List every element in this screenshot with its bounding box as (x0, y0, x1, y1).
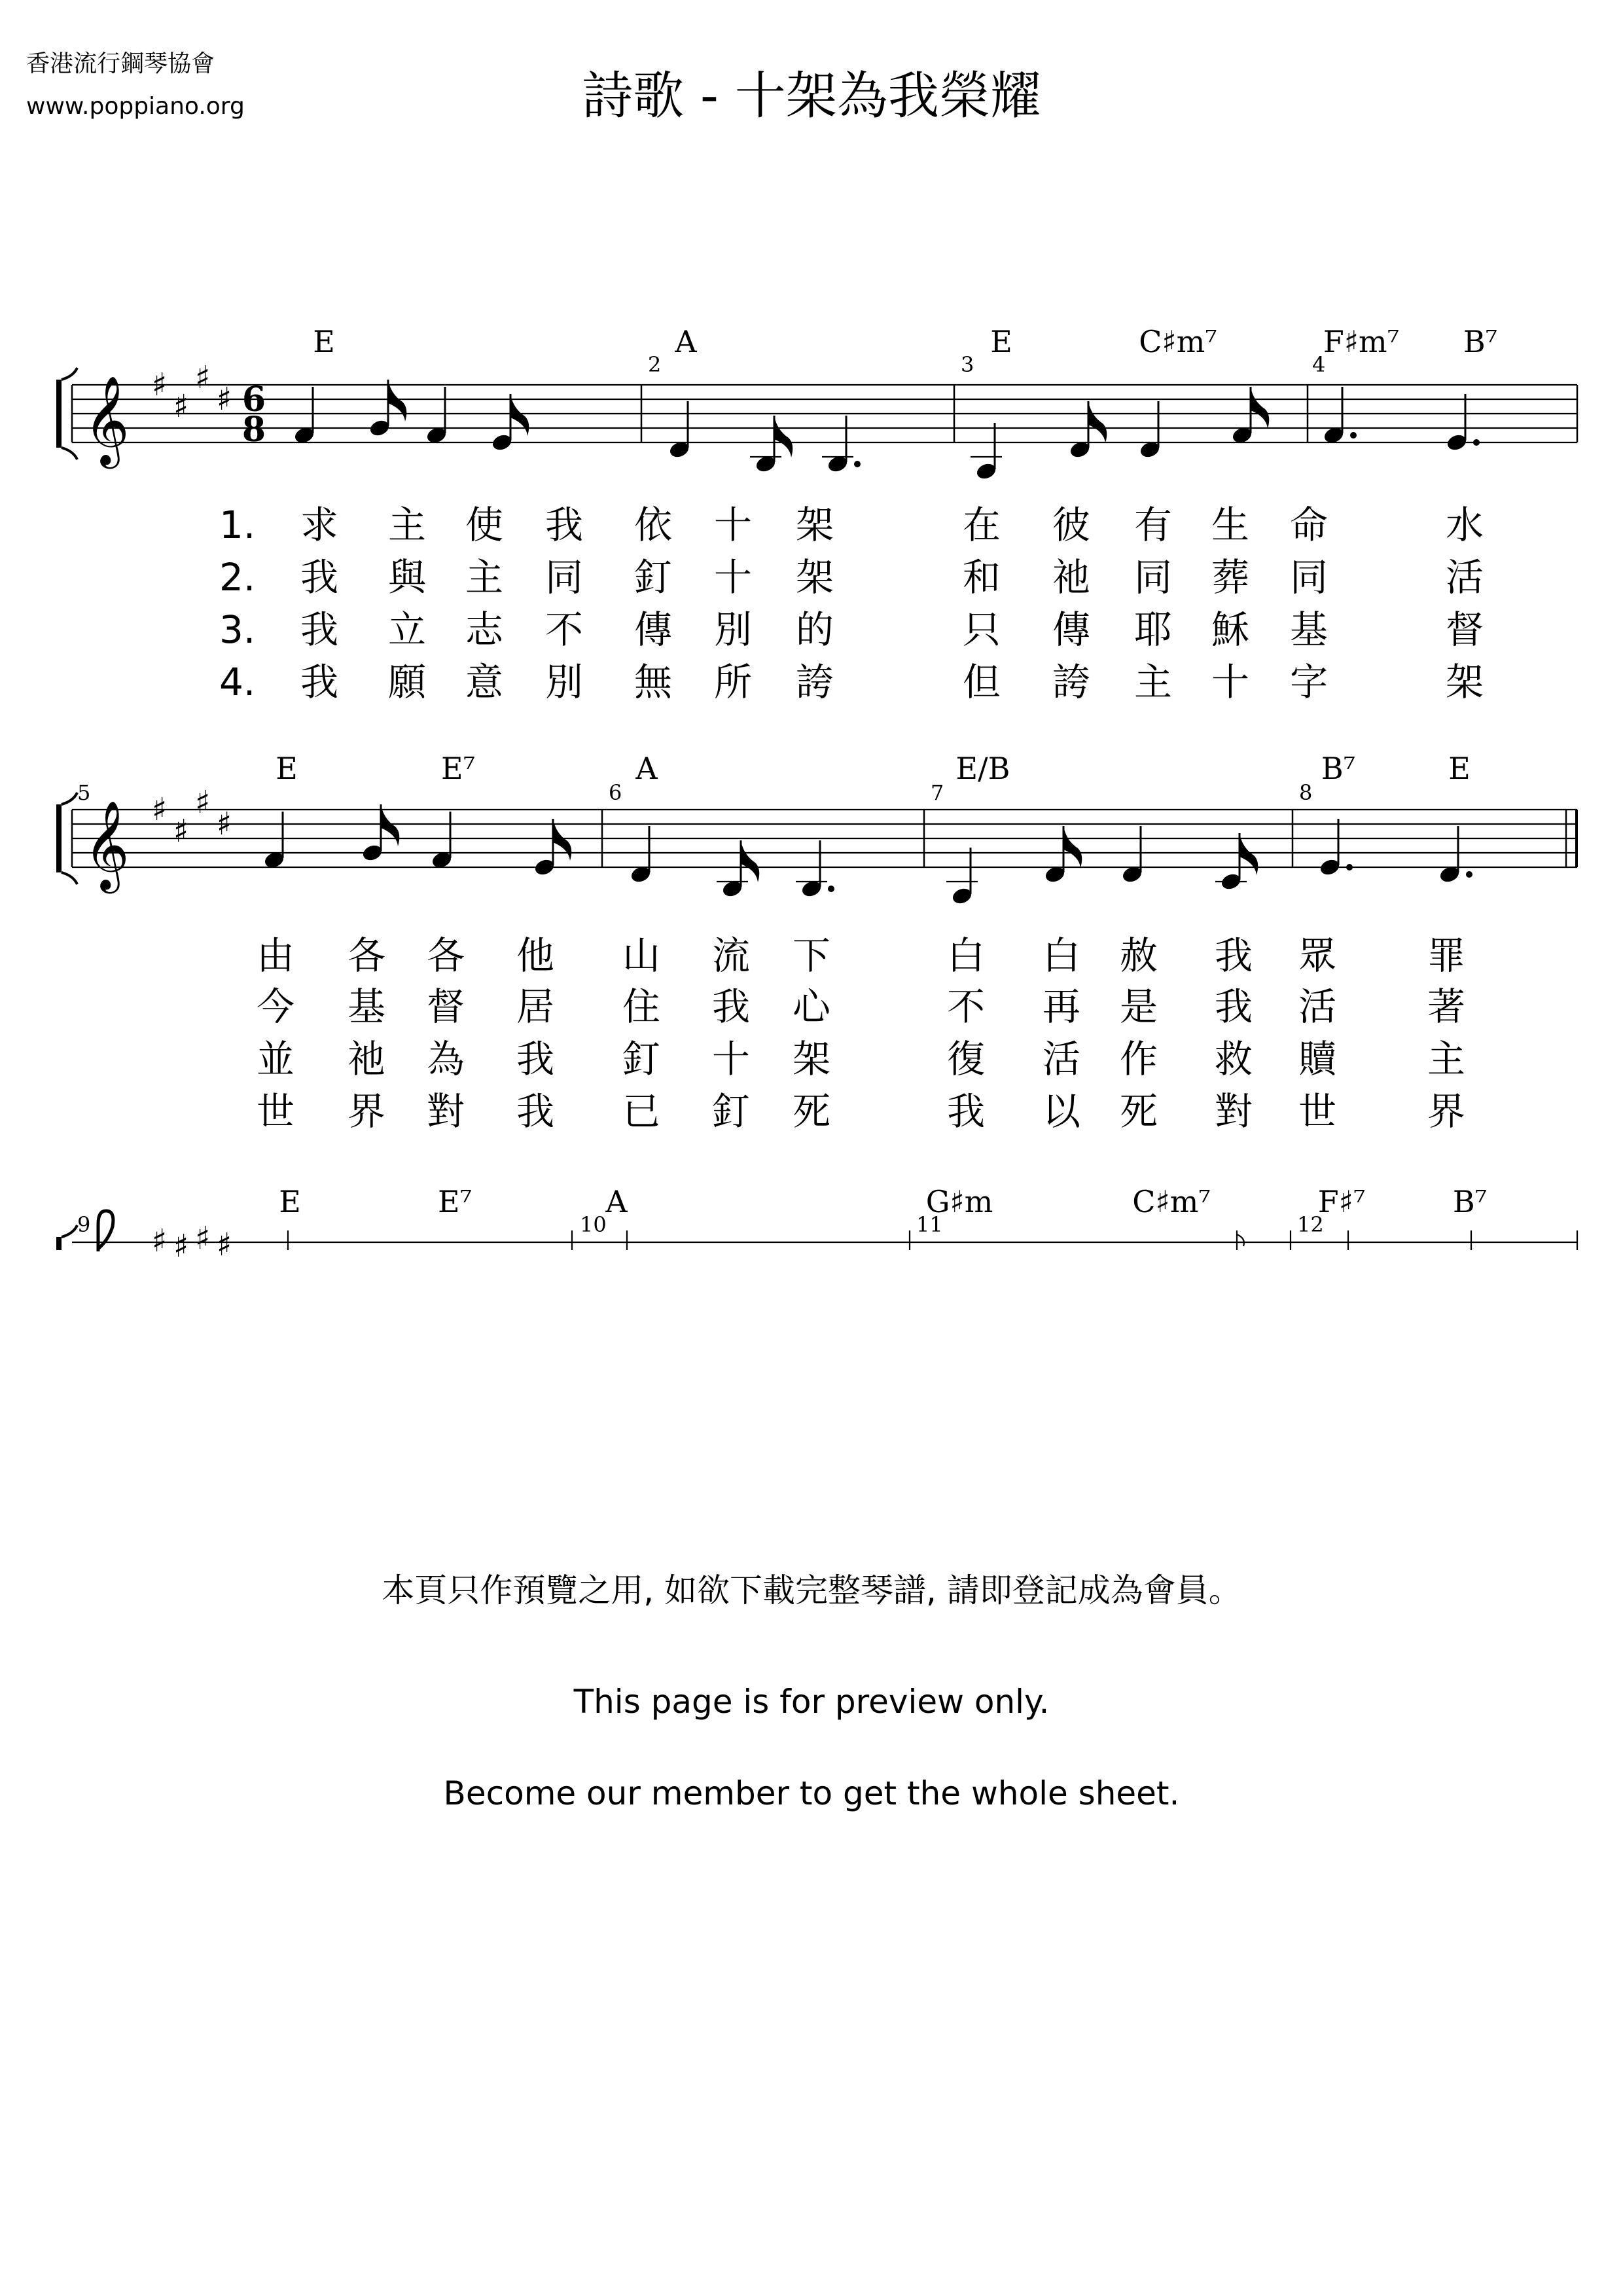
lyric-char: 十 (1211, 660, 1250, 704)
lyric-char: 我 (300, 607, 339, 652)
svg-text:♯: ♯ (173, 1228, 189, 1265)
preview-notice-en-2: Become our member to get the whole sheet. (443, 1774, 1180, 1812)
lyric-char: 祂 (1052, 555, 1091, 600)
lyric-char: 使 (465, 503, 504, 547)
lyric-char: 求 (300, 503, 339, 547)
dotted-quarter-note (1323, 387, 1357, 445)
lyric-char: 的 (795, 607, 834, 652)
staff-system-3-partial (72, 1230, 1577, 1250)
lyric-char: 心 (792, 984, 831, 1029)
lyric-char: 我 (516, 1089, 555, 1134)
notes-system-1 (293, 380, 1480, 481)
lyric-char: 和 (962, 555, 1001, 600)
lyric-char: 我 (300, 660, 339, 704)
quarter-note (293, 387, 316, 445)
svg-text:3: 3 (961, 352, 974, 377)
eighth-note (717, 840, 759, 899)
lyric-char: 下 (792, 933, 831, 978)
dotted-quarter-note (1319, 819, 1353, 877)
lyric-char: 活 (1445, 555, 1484, 600)
lyric-char: 各 (426, 933, 465, 978)
treble-clef: 𝄞 (84, 374, 130, 465)
svg-text:B⁷: B⁷ (1452, 1184, 1488, 1219)
lyric-char: 基 (1289, 607, 1329, 652)
svg-text:2: 2 (648, 352, 662, 377)
lyric-char: 但 (962, 660, 1001, 704)
svg-text:E: E (313, 324, 335, 359)
eighth-note (533, 819, 572, 877)
quarter-note (1121, 826, 1144, 884)
lyric-char: 今 (256, 984, 295, 1029)
dotted-quarter-note (822, 416, 861, 474)
dotted-quarter-note (796, 840, 834, 899)
eighth-note (361, 804, 400, 863)
svg-text:♯: ♯ (217, 381, 232, 418)
notes-system-2 (263, 804, 1472, 906)
svg-text:2.: 2. (219, 555, 256, 600)
lyric-char: 字 (1289, 660, 1329, 704)
key-signature-2 (152, 784, 232, 850)
svg-text:E: E (1448, 751, 1471, 786)
lyric-char: 贖 (1298, 1037, 1337, 1081)
website-url[interactable]: www.poppiano.org (26, 93, 245, 120)
eighth-note (1215, 833, 1258, 891)
lyric-char: 界 (1427, 1089, 1466, 1134)
lyrics-system-1 (300, 503, 1484, 704)
svg-text:B⁷: B⁷ (1321, 751, 1356, 786)
lyric-char: 是 (1119, 984, 1158, 1029)
lyric-char: 架 (795, 555, 834, 600)
svg-text:♯: ♯ (217, 1227, 232, 1263)
quarter-note (431, 812, 454, 870)
svg-text:♯: ♯ (195, 359, 211, 396)
eighth-note (1044, 826, 1082, 884)
eighth-note (750, 416, 793, 474)
lyric-char: 穌 (1211, 607, 1250, 652)
svg-text:♯: ♯ (152, 791, 168, 828)
lyric-char: 住 (622, 984, 661, 1029)
lyric-char: 葬 (1211, 555, 1250, 600)
lyric-char: 誇 (795, 660, 834, 704)
svg-text:8: 8 (1299, 780, 1313, 805)
svg-text:♯: ♯ (173, 813, 189, 850)
svg-text:♯: ♯ (173, 388, 189, 425)
svg-text:6: 6 (609, 780, 622, 805)
lyric-char: 生 (1211, 503, 1250, 547)
lyric-char: 督 (1445, 607, 1484, 652)
lyric-char: 別 (713, 607, 753, 652)
lyric-char: 對 (1214, 1089, 1253, 1134)
svg-text:F♯⁷: F♯⁷ (1317, 1184, 1366, 1219)
lyric-char: 所 (713, 660, 753, 704)
svg-text:A: A (635, 751, 658, 786)
time-signature (242, 380, 266, 450)
lyric-char: 在 (962, 503, 1001, 547)
lyric-char: 志 (465, 607, 504, 652)
lyric-char: 同 (1289, 555, 1329, 600)
lyric-char: 以 (1042, 1089, 1081, 1134)
org-name: 香港流行鋼琴協會 (26, 50, 215, 77)
svg-text:E: E (279, 1184, 301, 1219)
lyric-char: 立 (387, 607, 427, 652)
lyric-char: 居 (516, 984, 555, 1029)
lyric-char: 復 (946, 1037, 986, 1081)
svg-text:A: A (605, 1184, 628, 1219)
dotted-quarter-note (1446, 394, 1480, 452)
lyric-char: 我 (300, 555, 339, 600)
lyric-char: 命 (1289, 503, 1329, 547)
lyric-char: 基 (347, 984, 386, 1029)
svg-text:8: 8 (241, 410, 266, 450)
eighth-note (1231, 387, 1270, 445)
lyric-char: 只 (962, 607, 1001, 652)
svg-text:E: E (276, 751, 298, 786)
svg-text:C♯m⁷: C♯m⁷ (1132, 1184, 1211, 1219)
lyric-char: 作 (1119, 1037, 1158, 1081)
svg-text:11: 11 (916, 1212, 943, 1237)
lyric-char: 水 (1445, 503, 1484, 547)
lyric-char: 各 (347, 933, 386, 978)
svg-text:6: 6 (241, 380, 266, 420)
svg-text:10: 10 (580, 1212, 607, 1237)
svg-text:♯: ♯ (217, 806, 232, 842)
lyric-char: 祂 (347, 1037, 386, 1081)
lyric-char: 死 (1119, 1089, 1158, 1134)
quarter-note (946, 848, 978, 906)
lyric-char: 罪 (1427, 933, 1466, 978)
measure-numbers-2 (77, 780, 1312, 805)
quarter-note (630, 826, 652, 884)
lyric-char: 不 (544, 607, 584, 652)
preview-notice-en-1: This page is for preview only. (573, 1683, 1050, 1721)
lyric-char: 流 (711, 933, 751, 978)
lyric-char: 主 (1427, 1037, 1466, 1081)
lyric-char: 同 (1133, 555, 1173, 600)
page-title: 詩歌 - 十架為我榮耀 (582, 67, 1041, 126)
lyric-char: 主 (465, 555, 504, 600)
svg-text:E/B: E/B (955, 751, 1010, 786)
svg-text:4.: 4. (219, 660, 256, 704)
svg-text:12: 12 (1297, 1212, 1324, 1237)
lyric-char: 對 (426, 1089, 465, 1134)
lyric-char: 眾 (1298, 933, 1337, 978)
lyric-char: 意 (465, 660, 504, 704)
lyric-char: 我 (1214, 984, 1253, 1029)
eighth-note (1069, 401, 1107, 459)
lyric-char: 架 (792, 1037, 831, 1081)
dotted-quarter-note (1438, 826, 1472, 884)
lyric-char: 為 (426, 1037, 465, 1081)
eighth-note (368, 380, 407, 438)
treble-clef-2: 𝄞 (84, 799, 130, 889)
lyric-char: 界 (347, 1089, 386, 1134)
lyric-char: 架 (1445, 660, 1484, 704)
svg-text:4: 4 (1312, 352, 1326, 377)
lyric-char: 世 (1298, 1089, 1337, 1134)
quarter-note (971, 423, 1002, 481)
lyric-char: 釘 (633, 555, 673, 600)
staff-system-2 (72, 810, 1577, 867)
svg-text:E⁷: E⁷ (440, 751, 476, 786)
lyric-char: 十 (713, 555, 753, 600)
svg-text:E: E (990, 324, 1012, 359)
lyric-char: 主 (387, 503, 427, 547)
lyric-char: 我 (544, 503, 584, 547)
lyric-char: 十 (711, 1037, 751, 1081)
lyric-char: 並 (256, 1037, 295, 1081)
lyric-char: 山 (622, 933, 661, 978)
lyric-char: 我 (711, 984, 751, 1029)
lyric-char: 釘 (711, 1089, 751, 1134)
lyric-char: 與 (387, 555, 427, 600)
lyric-char: 同 (544, 555, 584, 600)
lyric-char: 傳 (1052, 607, 1091, 652)
lyric-char: 再 (1042, 984, 1081, 1029)
svg-text:G♯m: G♯m (925, 1184, 993, 1219)
lyric-char: 有 (1133, 503, 1173, 547)
svg-text:E⁷: E⁷ (437, 1184, 473, 1219)
verse-numbers (219, 503, 255, 704)
svg-text:C♯m⁷: C♯m⁷ (1139, 324, 1217, 359)
lyric-char: 赦 (1119, 933, 1158, 978)
chord-symbols-2 (276, 751, 1471, 786)
lyric-char: 別 (544, 660, 584, 704)
svg-text:3.: 3. (219, 607, 256, 652)
eighth-note (491, 394, 529, 452)
lyric-char: 我 (1214, 933, 1253, 978)
svg-text:9: 9 (77, 1212, 91, 1237)
lyric-char: 我 (516, 1037, 555, 1081)
svg-text:B⁷: B⁷ (1463, 324, 1498, 359)
quarter-note (668, 401, 691, 459)
lyric-char: 彼 (1052, 503, 1091, 547)
lyric-char: 世 (256, 1089, 295, 1134)
lyric-char: 已 (622, 1089, 661, 1134)
lyric-char: 由 (256, 933, 295, 978)
lyric-char: 活 (1298, 984, 1337, 1029)
quarter-note (1139, 401, 1162, 459)
svg-text:7: 7 (931, 780, 944, 805)
measure-numbers-1 (648, 352, 1325, 377)
svg-text:♯: ♯ (195, 1220, 211, 1257)
lyric-char: 不 (946, 984, 986, 1029)
lyric-char: 釘 (622, 1037, 661, 1081)
lyric-char: 他 (516, 933, 555, 978)
lyrics-system-2 (257, 933, 1465, 1134)
svg-text:5: 5 (77, 780, 91, 805)
lyric-char: 架 (795, 503, 834, 547)
lyric-char: 誇 (1052, 660, 1091, 704)
lyric-char: 白 (946, 933, 986, 978)
lyric-char: 死 (792, 1089, 831, 1134)
lyric-char: 願 (387, 660, 427, 704)
svg-text:♯: ♯ (195, 784, 211, 821)
lyric-char: 活 (1042, 1037, 1081, 1081)
preview-notice-zh: 本頁只作預覽之用, 如欲下載完整琴譜, 請即登記成為會員。 (382, 1571, 1241, 1609)
lyric-char: 無 (633, 660, 673, 704)
lyric-char: 督 (426, 984, 465, 1029)
lyric-char: 依 (633, 503, 673, 547)
svg-text:1.: 1. (219, 503, 256, 547)
quarter-note (425, 387, 448, 445)
key-signature-1 (152, 359, 232, 425)
svg-text:♯: ♯ (152, 367, 168, 403)
lyric-char: 我 (946, 1089, 986, 1134)
svg-text:A: A (675, 324, 697, 359)
lyric-char: 十 (713, 503, 753, 547)
lyric-char: 耶 (1133, 607, 1173, 652)
lyric-char: 傳 (633, 607, 673, 652)
svg-text:F♯m⁷: F♯m⁷ (1323, 324, 1400, 359)
lyric-char: 主 (1133, 660, 1173, 704)
lyric-char: 白 (1042, 933, 1081, 978)
svg-text:♯: ♯ (152, 1223, 168, 1259)
lyric-char: 救 (1214, 1037, 1253, 1081)
lyric-char: 著 (1427, 984, 1466, 1029)
quarter-note (263, 812, 286, 870)
